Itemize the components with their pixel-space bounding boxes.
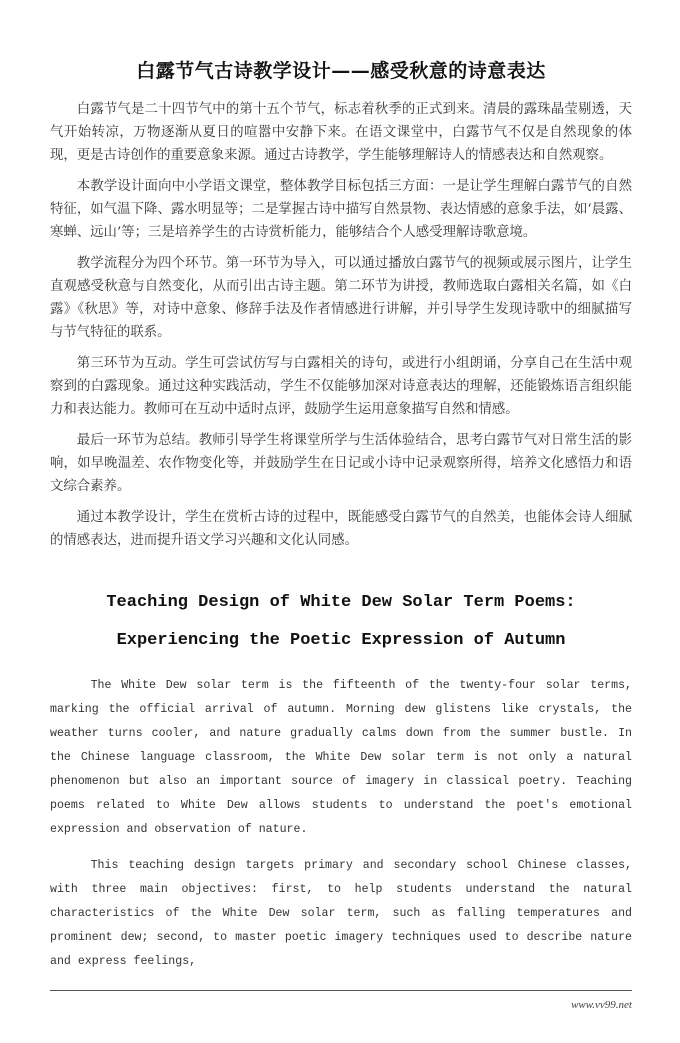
chinese-paragraph: 白露节气是二十四节气中的第十五个节气，标志着秋季的正式到来。清晨的露珠晶莹剔透，天气开始转凉，万物逐渐从夏日的喧嚣中安静下来。在语文课堂中，白露节气不仅是自然现象的体现，更是古诗创作的重要意象来源。通过古诗教学，学生能够理解诗人的情感表达和自然观察。 <box>50 102 632 163</box>
chinese-paragraph: 通过本教学设计，学生在赏析古诗的过程中，既能感受白露节气的自然美，也能体会诗人细腻的情感表达，进而提升语文学习兴趣和文化认同感。 <box>50 510 632 548</box>
chinese-paragraph: 教学流程分为四个环节。第一环节为导入，可以通过播放白露节气的视频或展示图片，让学生直观感受秋意与自然变化，从而引出古诗主题。第二环节为讲授，教师选取白露相关名篇，如《白露》《秋思》等，对诗中意象、修辞手法及作者情感进行讲解，并引导学生发现诗歌中的细腻描写与节气特征的联系。 <box>50 256 632 340</box>
chinese-body <box>50 98 632 560</box>
english-paragraph: This teaching design targets primary and secondary school Chinese classes, with three main objectives: first, to help students understand the natural characteristics of the White Dew solar term, such as falling temperatures and prominent dew; second, to master poetic imagery techniques used to describe nature and express feelings, <box>50 859 632 968</box>
english-paragraph: The White Dew solar term is the fifteenth of the twenty-four solar terms, marking the official arrival of autumn. Morning dew glistens like crystals, the weather turns cooler, and nature gradually calms down from the summer bustle. In the Chinese language classroom, the White Dew solar term is not only a natural phenomenon but also an important source of imagery in classical poetry. Teaching poems related to White Dew allows students to understand the poet's emotional expression and observation of nature. <box>50 679 632 836</box>
chinese-paragraph: 第三环节为互动。学生可尝试仿写与白露相关的诗句，或进行小组朗诵，分享自己在生活中观察到的白露现象。通过这种实践活动，学生不仅能够加深对诗意表达的理解，还能锻炼语言组织能力和表达能力。教师可在互动中适时点评，鼓励学生运用意象描写自然和情感。 <box>50 356 632 417</box>
english-title <box>50 584 632 660</box>
chinese-paragraph: 本教学设计面向中小学语文课堂，整体教学目标包括三方面：一是让学生理解白露节气的自然特征，如气温下降、露水明显等；二是掌握古诗中描写自然景物、表达情感的意象手法，如‘晨露、寒蝉、远山’等；三是培养学生的古诗赏析能力，能够结合个人感受理解诗歌意境。 <box>50 179 632 240</box>
footer-url: www.vv99.net <box>571 999 632 1011</box>
english-body <box>50 674 632 986</box>
document-page <box>50 0 632 1043</box>
english-title-line-1: Teaching Design of White Dew Solar Term Poems: <box>106 593 576 612</box>
english-title-line-2: Experiencing the Poetic Expression of Autumn <box>116 631 566 650</box>
chinese-title: 白露节气古诗教学设计——感受秋意的诗意表达 <box>136 60 546 82</box>
chinese-paragraph: 最后一环节为总结。教师引导学生将课堂所学与生活体验结合，思考白露节气对日常生活的影响，如早晚温差、农作物变化等，并鼓励学生在日记或小诗中记录观察所得，培养文化感悟力和语文综合素养。 <box>50 433 632 494</box>
footer <box>50 990 632 1043</box>
